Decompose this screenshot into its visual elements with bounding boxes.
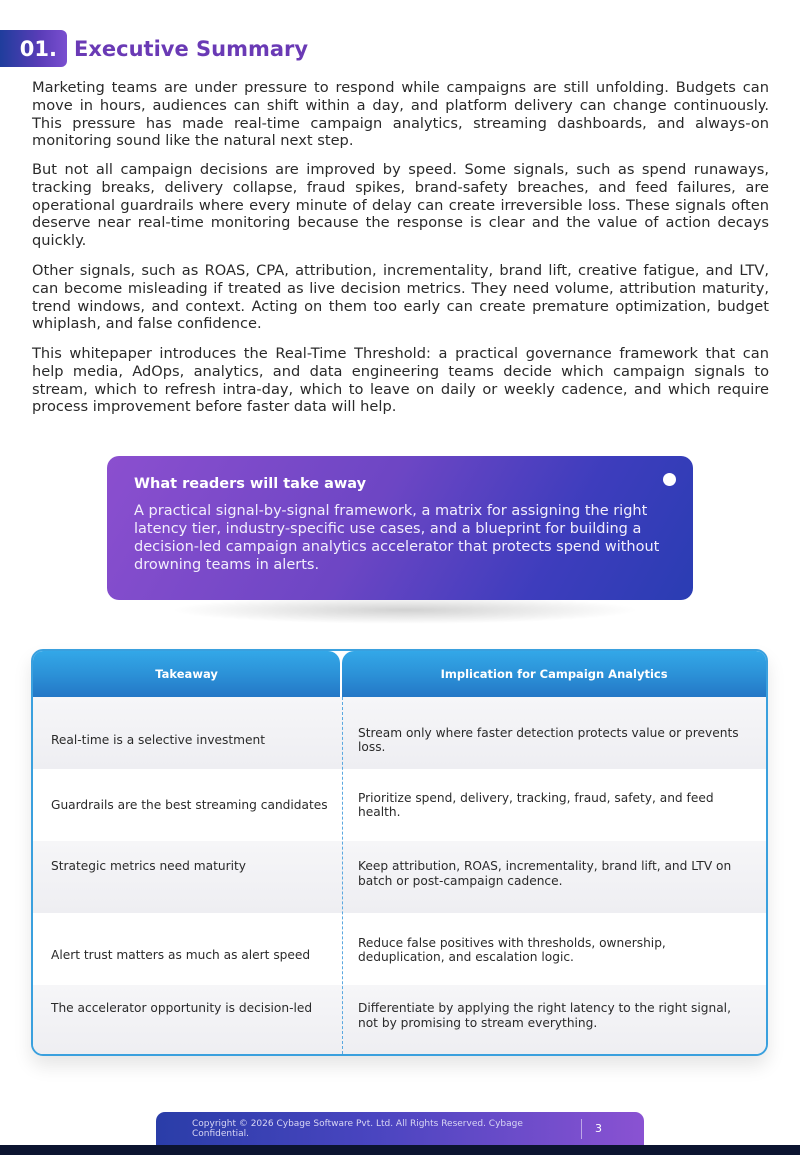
- table-cell: Alert trust matters as much as alert speed: [51, 947, 311, 962]
- takeaway-table: [31, 649, 768, 1056]
- table-cell: Strategic metrics need maturity: [51, 859, 246, 873]
- table-cell: Guardrails are the best streaming candidates: [51, 797, 328, 812]
- column-header-label: Implication for Campaign Analytics: [440, 667, 668, 681]
- paragraph-2: But not all campaign decisions are improved by speed. Some signals, such as spend runaways, tracking breaks, delivery collapse, fraud spikes, brand-safety breaches, and feed failures, are operational guardrails where every minute of delay can create irreversible loss. These signals often deserve near real-time monitoring because the response is clear and the value of action decays quickly.: [32, 161, 769, 250]
- table-cell: Stream only where faster detection protects value or prevents loss.: [358, 725, 739, 754]
- bottom-band: [0, 1145, 800, 1155]
- table-cell: Reduce false positives with thresholds, ownership, deduplication, and escalation logic.: [358, 935, 666, 964]
- table-row: [33, 985, 766, 1056]
- takeaway-text: A practical signal-by-signal framework, a matrix for assigning the right latency tier, industry-specific use cases, and a blueprint for building a decision-led campaign analytics accelerator that protects spend without drowning teams in alerts.: [134, 503, 660, 573]
- footer-copyright: Copyright © 2026 Cybage Software Pvt. Ltd. All Rights Reserved. Cybage Confidential.: [192, 1118, 523, 1139]
- table-cell: Prioritize spend, delivery, tracking, fraud, safety, and feed health.: [358, 790, 714, 819]
- paragraph-1: Marketing teams are under pressure to respond while campaigns are still unfolding. Budgets can move in hours, audiences can shift within a day, and platform delivery can change continuously. This pressure has made real-time campaign analytics, streaming dashboards, and always-on monitoring sound like the natural next step.: [32, 79, 769, 150]
- column-header-label: Takeaway: [155, 667, 218, 681]
- paragraph-3: Other signals, such as ROAS, CPA, attribution, incrementality, brand lift, creative fatigue, and LTV, can become misleading if treated as live decision metrics. They need volume, attribution maturity, trend windows, and context. Acting on them too early can create premature optimization, budget whiplash, and false confidence.: [32, 262, 769, 333]
- page-number: 3: [595, 1122, 602, 1135]
- takeaway-shadow: [170, 596, 640, 624]
- table-cell: Real-time is a selective investment: [51, 732, 266, 747]
- column-header-takeaway: [33, 651, 340, 697]
- table-row: [33, 913, 766, 985]
- table-cell: Keep attribution, ROAS, incrementality, brand lift, and LTV on batch or post-campaign cadence.: [358, 859, 732, 888]
- table-row: [33, 697, 766, 769]
- table-header: [33, 651, 766, 697]
- paragraph-4: This whitepaper introduces the Real-Time Threshold: a practical governance framework that can help media, AdOps, analytics, and data engineering teams decide which campaign signals to stream, which to refresh intra-day, which to leave on daily or weekly cadence, and which require process improvement before faster data will help.: [32, 345, 769, 416]
- section-number: 01.: [0, 30, 67, 67]
- takeaway-callout: [107, 456, 693, 600]
- footer-separator: [581, 1119, 582, 1139]
- table-row: [33, 841, 766, 913]
- takeaway-title: What readers will take away: [134, 476, 367, 492]
- table-cell: Differentiate by applying the right latency to the right signal, not by promising to stream everything.: [358, 1001, 731, 1030]
- section-title: Executive Summary: [74, 36, 309, 61]
- table-row: [33, 769, 766, 841]
- page-footer: [156, 1112, 644, 1145]
- dot-icon: [663, 473, 676, 486]
- column-divider: [342, 697, 343, 1054]
- section-header: [0, 30, 308, 67]
- column-header-implication: [342, 651, 766, 697]
- table-cell: The accelerator opportunity is decision-led: [51, 1001, 313, 1015]
